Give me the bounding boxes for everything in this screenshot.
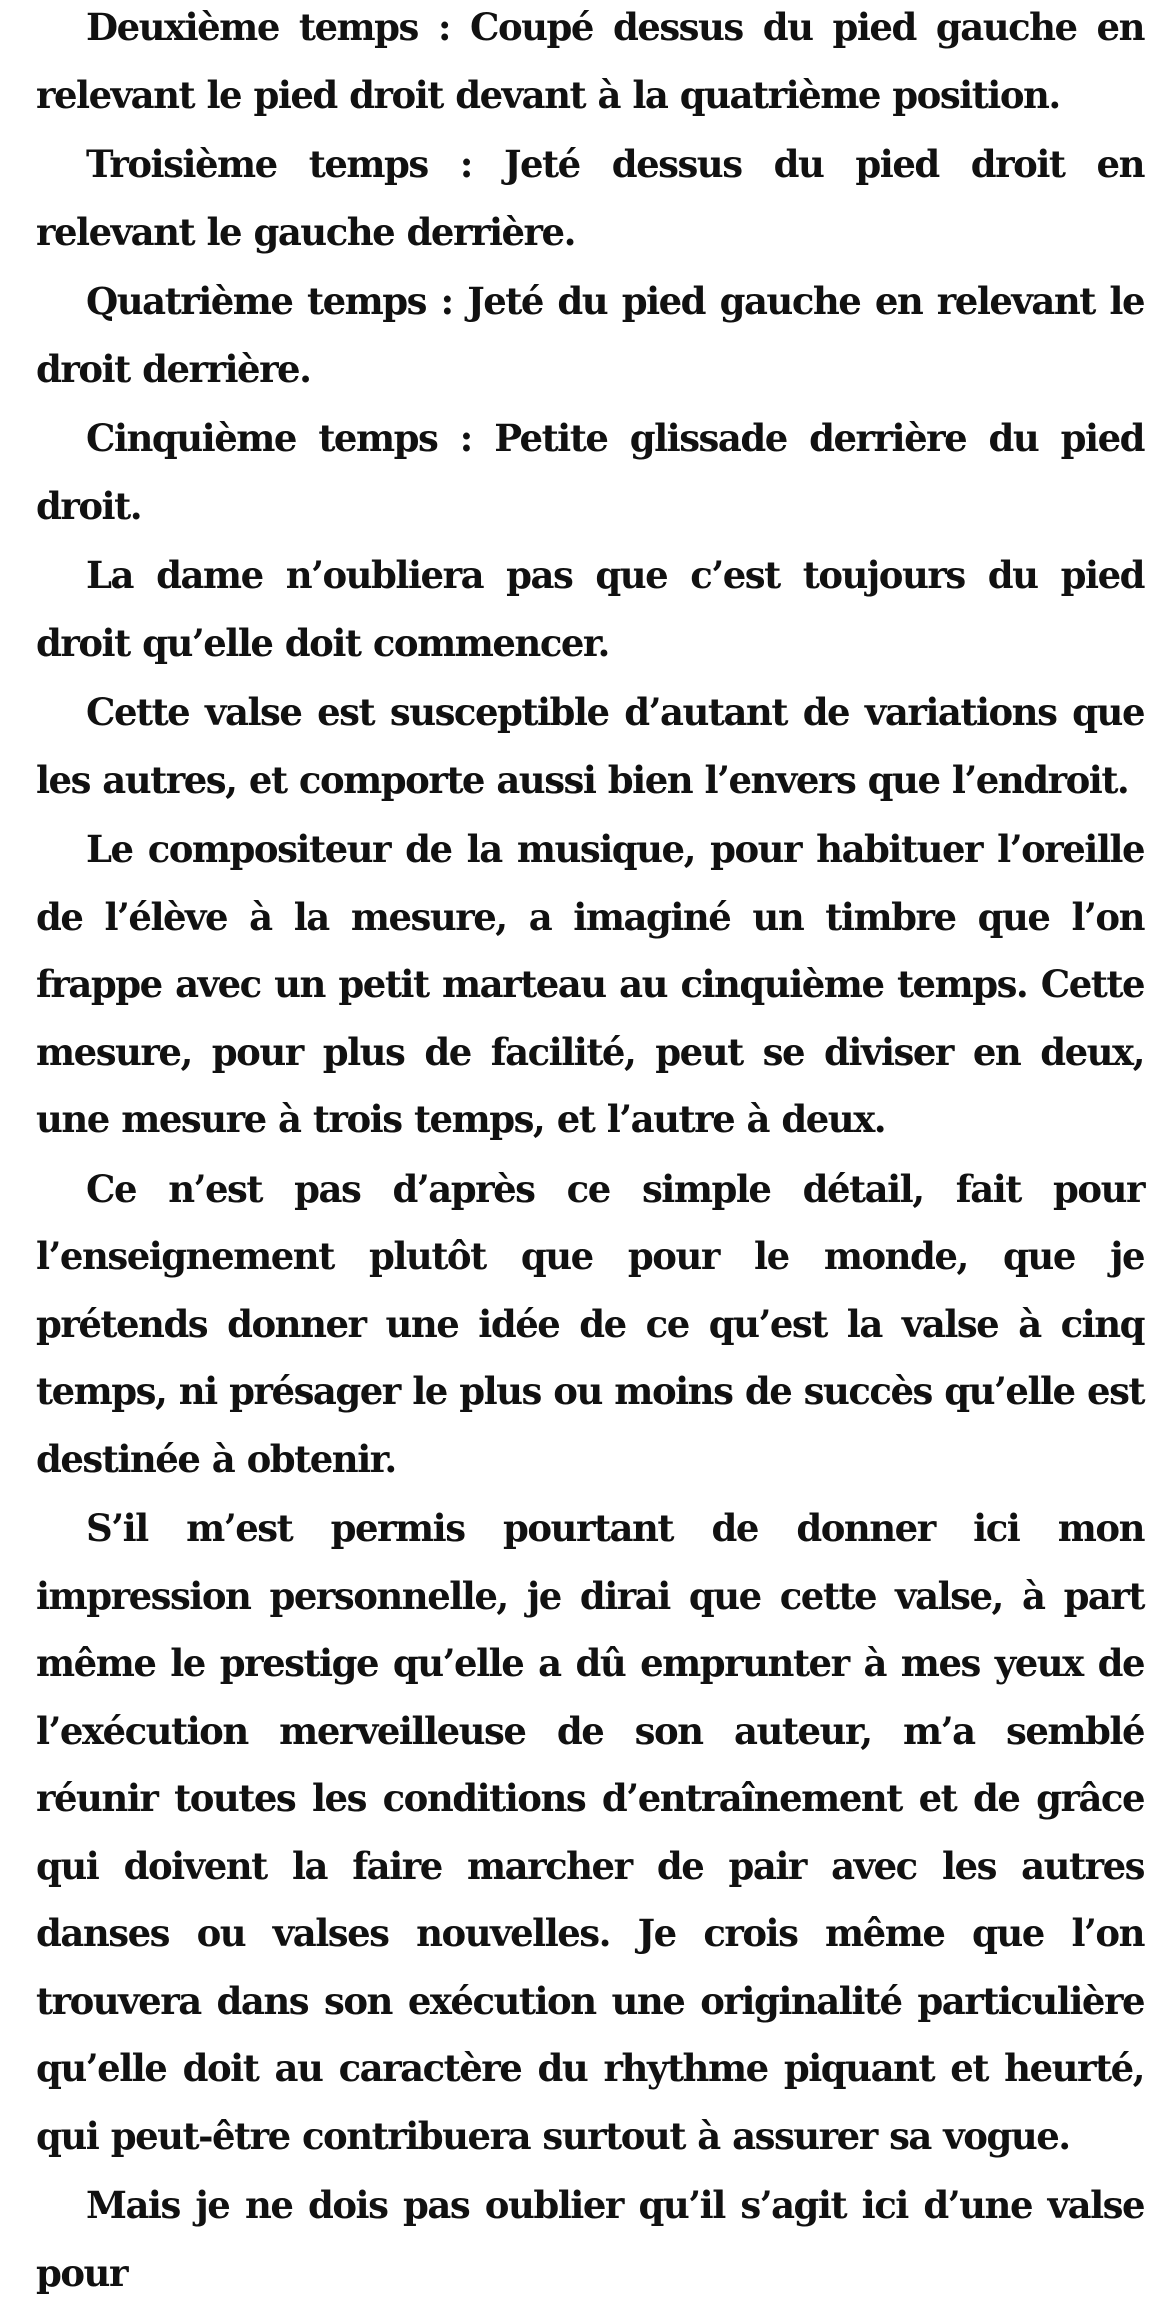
- paragraph-troisieme-temps: Troisième temps : Jeté dessus du pied droit en relevant le gauche derrière.: [36, 142, 1144, 254]
- document-page: [36, 0, 1144, 2295]
- paragraph-simple-detail: Ce n’est pas d’après ce simple détail, fait pour l’enseignement plutôt que pour le monde, que je prétends donner une idée de ce qu’est la valse à cinq temps, ni présager le plus ou moins de succès qu’elle est destinée à obtenir.: [36, 1166, 1144, 1481]
- paragraph-la-dame: La dame n’oubliera pas que c’est toujours du pied droit qu’elle doit commencer.: [36, 553, 1144, 665]
- paragraph-cinquieme-temps: Cinquième temps : Petite glissade derrière du pied droit.: [36, 416, 1144, 528]
- paragraph-variations: Cette valse est susceptible d’autant de variations que les autres, et comporte aussi bien l’envers que l’endroit.: [36, 690, 1144, 802]
- paragraph-mais-je-ne-dois: Mais je ne dois pas oublier qu’il s’agit ici d’une valse pour: [36, 2183, 1144, 2295]
- paragraph-quatrieme-temps: Quatrième temps : Jeté du pied gauche en relevant le droit derrière.: [36, 279, 1144, 391]
- paragraph-deuxieme-temps: Deuxième temps : Coupé dessus du pied gauche en relevant le pied droit devant à la quatrième position.: [36, 5, 1144, 117]
- paragraph-impression: S’il m’est permis pourtant de donner ici mon impression personnelle, je dirai que cette valse, à part même le prestige qu’elle a dû emprunter à mes yeux de l’exécution merveilleuse de son auteur, m’a semblé réunir toutes les conditions d’entraînement et de grâce qui doivent la faire marcher de pair avec les autres danses ou valses nouvelles. Je crois même que l’on trouvera dans son exécution une originalité particulière qu’elle doit au caractère du rhythme piquant et heurté, qui peut-être contribuera surtout à assurer sa vogue.: [36, 1506, 1144, 2158]
- paragraph-compositeur: Le compositeur de la musique, pour habituer l’oreille de l’élève à la mesure, a imaginé un timbre que l’on frappe avec un petit marteau au cinquième temps. Cette mesure, pour plus de facilité, peut se diviser en deux, une mesure à trois temps, et l’autre à deux.: [36, 827, 1144, 1141]
